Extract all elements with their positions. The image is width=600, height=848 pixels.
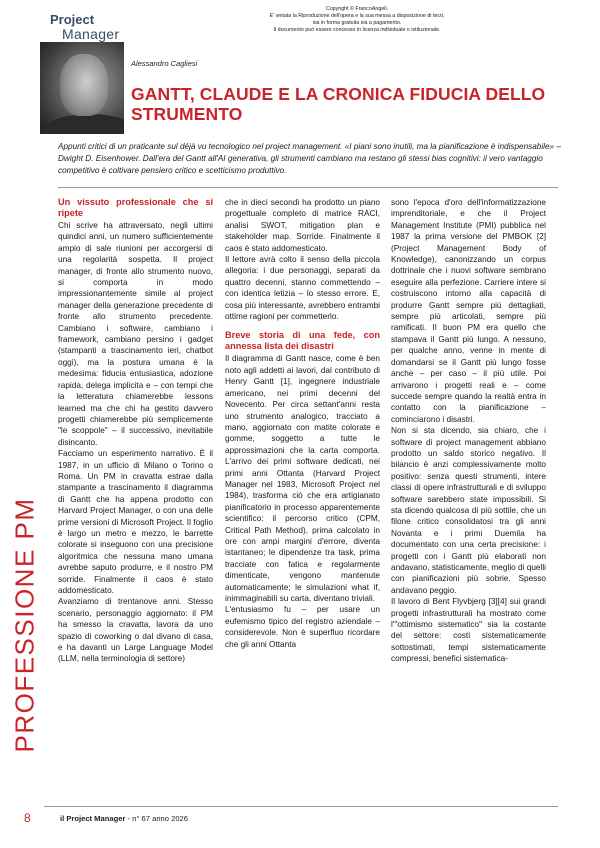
author-photo: [40, 42, 124, 134]
footer-text: [60, 814, 188, 823]
article-title: GANTT, CLAUDE E LA CRONICA FIDUCIA DELLO STRUMENTO: [131, 84, 546, 124]
section-heading: Breve storia di una fede, con annessa lista dei disastri: [225, 330, 380, 352]
section-label: PROFESSIONE PM: [9, 497, 40, 753]
article-abstract: Appunti critici di un praticante sul déjà vu tecnologico nel project management. «I piani sono inutili, ma la pianificazione è indispensabile» – Dwight D. Eisenhower. Dall'era del Gantt all'AI generativa, gli strumenti cambiano ma restano gli stessi bias cognitivi: il vero vantaggio competitivo è coltivare pensiero critico e scetticismo produttivo.: [58, 142, 561, 175]
copyright-line: sia in forma gratuita sia a pagamento.: [312, 20, 402, 26]
magazine-name: il Project Manager: [60, 814, 126, 823]
column-1: [58, 197, 213, 665]
footer-divider: [44, 806, 558, 807]
section-sidebar: [0, 450, 50, 800]
paragraph: Il diagramma di Gantt nasce, come è ben noto agli addetti ai lavori, dal contributo di Henry Gantt [1], ingegnere industriale americano, nei primi decenni del Novecento. Per circa settant'anni resta uno strumento analogico, tracciato a mano, aggiornato con matite colorate e gomme, soggetto a tutte le approssimazioni che la carta comporta. L'arrivo dei primi software dedicati, nei primi anni Ottanta (Harvard Project Manager nel 1983, Microsoft Project nel 1984), trasforma ciò che era artigianato pianificatorio in processo apparentemente scientifico: il percorso critico (CPM, Critical Path Method), prima calcolato in ore con ampi margini d'errore, diventa istantaneo; le dipendenze tra task, prima tracciate con fatica e regolarmente dimenticate, vengono mantenute automaticamente; le simulazioni what if, inimmaginabili su carta, diventano triviali.: [225, 354, 380, 603]
column-2: [225, 197, 380, 650]
paragraph: Il lettore avrà colto il senso della piccola allegoria: i due personaggi, separati da quattro decenni, stanno commettendo – con identica letizia – lo stesso errore. E, cosa più interessante, avrebbero entrambi ottime ragioni per commetterlo.: [225, 255, 380, 322]
paragraph: Avanziamo di trentanove anni. Stesso scenario, personaggio aggiornato: il PM ha smesso la cravatta, lavora da uno spazio di coworking o dal divano di casa, e ha davanti un Large Language Model (LLM, nella terminologia di settore): [58, 597, 213, 664]
copyright-line: Copyright © FrancoAngeli.: [325, 6, 389, 12]
paragraph: che in dieci secondi ha prodotto un piano progettuale completo di matrice RACI, analisi SWOT, mitigation plan e stakeholder map. Sorride. Finalmente il caos è stato addomesticato.: [225, 198, 380, 253]
copyright-line: Il documento può essere concesso in licenza individuale o istituzionale.: [273, 27, 441, 33]
photo-head: [60, 54, 108, 116]
page-number: 8: [24, 811, 31, 825]
author-name: Alessandro Cagliesi: [131, 59, 198, 68]
paragraph: Facciamo un esperimento narrativo. È il 1987, in un ufficio di Milano o Torino o Roma. Un PM in cravatta estrae dalla stampante a trascinamento il diagramma di Gantt che ha appena prodotto con Harvard Project Manager, o con una delle prime versioni di Microsoft Project. Il foglio è largo un metro e mezzo, le barrette colorate si inseguono con una precisione algoritmica che nessuna mano umana avrebbe saputo produrre, e il nostro PM sorride. Finalmente il caos è stato addomesticato.: [58, 449, 213, 595]
issue-info: - n° 67 anno 2026: [127, 814, 189, 823]
logo-line-1: Project: [50, 12, 95, 27]
logo-line-2: Manager: [62, 26, 120, 42]
paragraph: sono l'epoca d'oro dell'informatizzazione imprenditoriale, e che il Project Management Institute (PMI) pubblica nel 1987 la prima versione del PMBOK [2] (Project Management Body of Knowledge), canonizzando un corpus dottrinale che i nuovi software sembrano eseguire alla perfezione. Carriere intere si costruiscono intorno alla capacità di produrre Gantt sempre più dettagliati, sempre più articolati, sempre più ramificati. Il buon PM era quello che stampava il Gantt più lungo. A nessuno, per qualche anno, venne in mente di domandarsi se il Gantt più lungo fosse anche – per caso – il più utile. Poi arrivarono i progetti reali e – come succede sempre quando la realtà entra in contatto con la pianificazione – cominciarono i disastri.: [391, 198, 546, 424]
column-3: [391, 197, 546, 665]
paragraph: L'entusiasmo fu – per usare un eufemismo tipico del registro aziendale – considerevole. Non è superfluo ricordare che gli anni Ottanta: [225, 605, 380, 649]
copyright-line: E' vietata la Riproduzione dell'opera e la sua messa a disposizione di terzi,: [269, 13, 445, 19]
paragraph: Chi scrive ha attraversato, negli ultimi quindici anni, un numero sufficientemente ampio di sale riunioni per accorgersi di una regolarità sospetta. Il project manager, di fronte allo strumento nuovo, si comporta in modo impressionantemente simile al project manager della generazione precedente di fronte allo strumento precedente. Cambiano i software, cambiano i framework, cambiano persino i gadget (stampanti a trascinamento ieri, chatbot oggi), ma la postura umana è la medesima: fiducia entusiastica, adozione rapida, delega implicita e – con tempi che la letteratura chiamerebbe lessons learned ma che chi ha gestito davvero progetti chiamerebbe più semplicemente "le scoppole" – il successivo, inevitabile disincanto.: [58, 221, 213, 447]
copyright-notice: [212, 6, 502, 34]
paragraph: Non si sta dicendo, sia chiaro, che i software di project management abbiano prodotto un saldo storico negativo. Il bilancio è anzi complessivamente molto positivo: senza questi strumenti, intere classi di opere infrastrutturali e di sviluppo software sarebbero state impossibili. Si sta dicendo qualcosa di più sottile, che un filone critico consolidatosi tra gli anni Novanta e i primi Duemila ha documentato con una certa precisione: i progetti con i Gantt più elaborati non andavano, statisticamente, meglio di quelli con pianificazioni più sobrie. Spesso andavano peggio.: [391, 426, 547, 595]
header-divider: [58, 187, 558, 188]
paragraph: Il lavoro di Bent Flyvbjerg [3][4] sui grandi progetti infrastrutturali ha mostrato come l'"ottimismo sistematico" sia la costante del settore: costi sistematicamente sottostimati, tempi sistematicamente compressi, benefici sistematica-: [391, 597, 546, 664]
photo-shoulders: [40, 114, 124, 134]
section-heading: Un vissuto professionale che si ripete: [58, 197, 213, 218]
